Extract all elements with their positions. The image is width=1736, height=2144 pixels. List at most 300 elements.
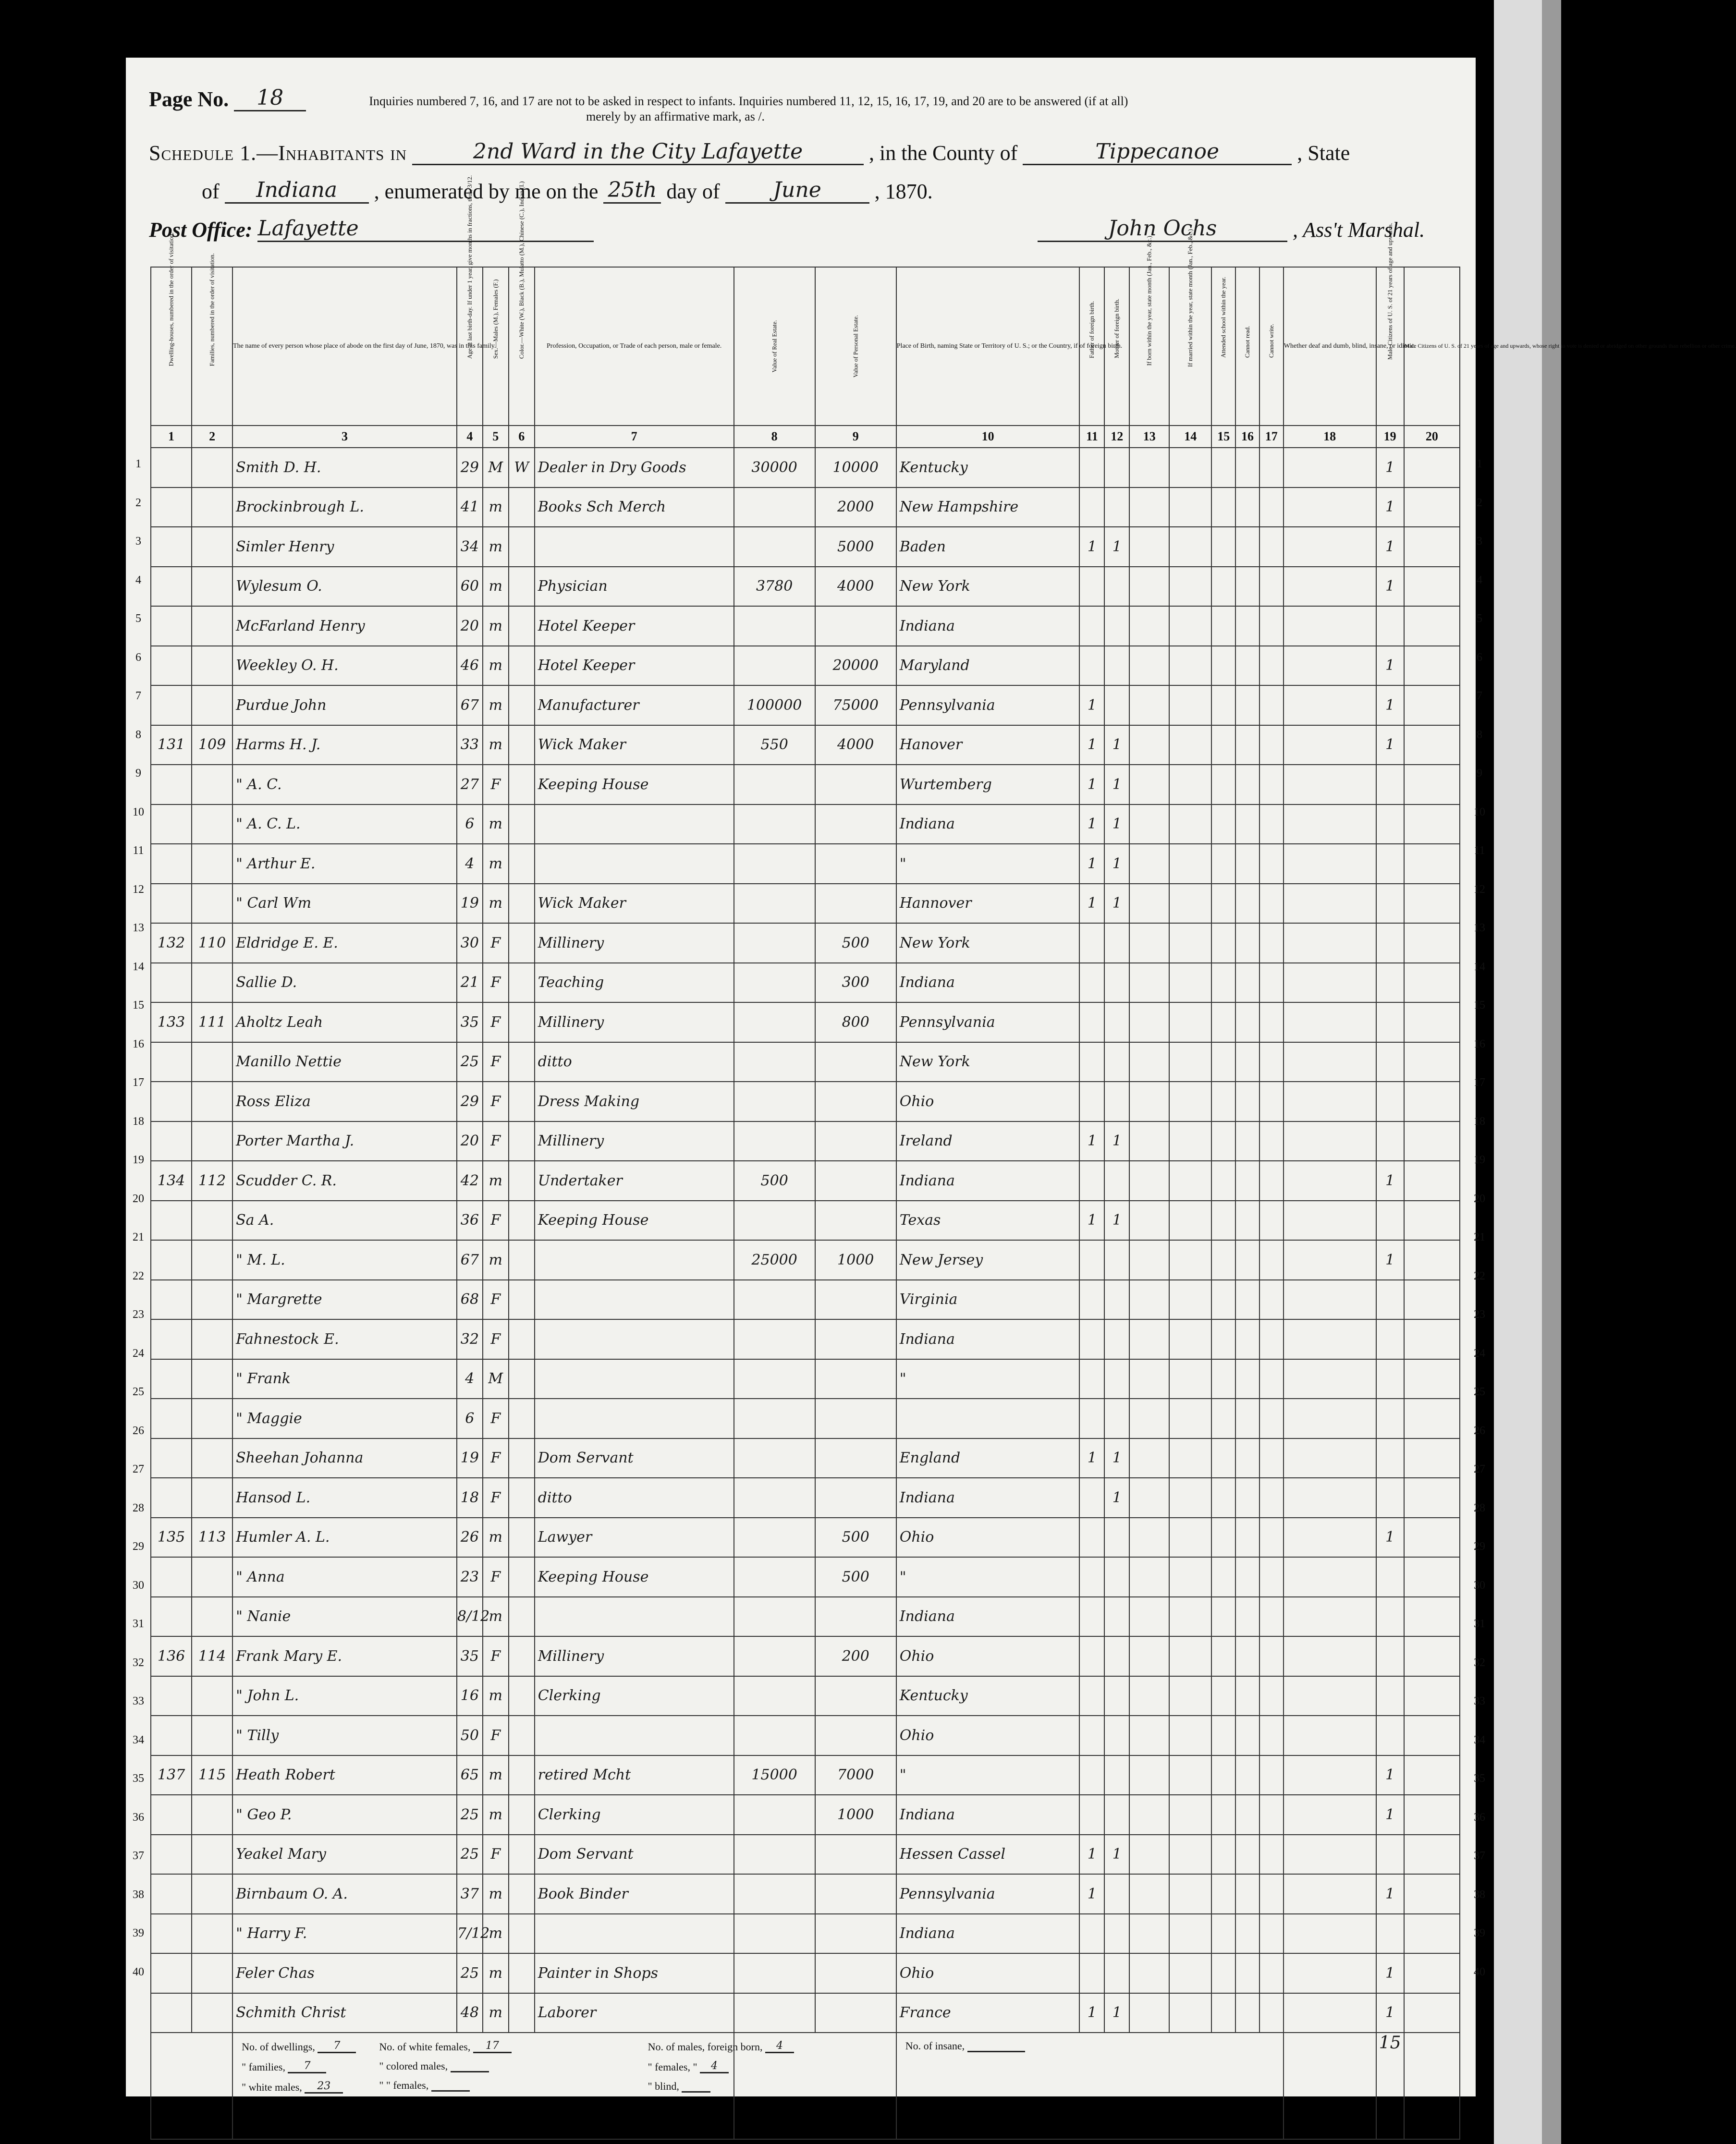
real-estate-value [734,1874,815,1914]
occupation: Dealer in Dry Goods [535,448,734,487]
male-citizen [1376,1478,1404,1518]
marshal-label: , Ass't Marshal. [1293,218,1425,242]
father-foreign: 1 [1079,1438,1104,1478]
col-school-header: Attended school within the year. [1211,267,1235,426]
married-year [1169,1636,1211,1676]
color [509,1478,535,1518]
person-name: Ross Eliza [232,1082,457,1121]
line-number-right: 23 [1474,1308,1485,1321]
line-number-right: 35 [1474,1772,1485,1785]
enumerated-label: , enumerated by me on the [374,180,599,203]
families-total: 7 [288,2060,326,2073]
personal-estate-value [815,1835,896,1875]
mother-foreign [1104,1280,1129,1320]
born-year [1129,963,1169,1003]
line-number-left: 33 [133,1695,144,1707]
dwelling-number [151,1874,192,1914]
married-year [1169,884,1211,924]
column-number: 4 [457,426,483,448]
person-name: Birnbaum O. A. [232,1874,457,1914]
person-name: Simler Henry [232,527,457,567]
person-name: " Tilly [232,1716,457,1755]
line-number-left: 21 [133,1231,144,1243]
married-year [1169,1795,1211,1835]
married-year [1169,1914,1211,1954]
school [1211,1835,1235,1875]
vote-denied [1404,1161,1460,1201]
birthplace: Indiana [896,1478,1080,1518]
school [1211,1359,1235,1399]
census-row [151,685,1460,725]
occupation: ditto [535,1478,734,1518]
age: 35 [457,1002,483,1042]
birthplace: Ohio [896,1082,1080,1121]
cannot-write [1259,963,1284,1003]
birthplace: " [896,1557,1080,1597]
person-name: Harms H. J. [232,725,457,765]
census-row [151,606,1460,646]
mother-foreign [1104,963,1129,1003]
mother-foreign [1104,1914,1129,1954]
census-row [151,1478,1460,1518]
married-year [1169,1161,1211,1201]
married-year [1169,765,1211,804]
column-number: 9 [815,426,896,448]
line-number-right: 34 [1474,1733,1485,1746]
male-citizen [1376,1002,1404,1042]
color [509,685,535,725]
line-number-right: 22 [1474,1269,1485,1282]
mother-foreign: 1 [1104,765,1129,804]
cannot-read [1235,725,1259,765]
born-year [1129,1201,1169,1241]
dwellings-total: 7 [318,2040,356,2053]
male-citizen: 1 [1376,1795,1404,1835]
male-citizen: 1 [1376,487,1404,527]
color [509,1597,535,1637]
occupation: Millinery [535,923,734,963]
school [1211,527,1235,567]
age: 25 [457,1795,483,1835]
occupation: Keeping House [535,1201,734,1241]
totals-foreign: No. of males, foreign born, 4 " females, " 4 " blind, [734,2033,896,2139]
cannot-write [1259,844,1284,884]
line-number-left: 11 [133,844,144,857]
disability [1284,1636,1376,1676]
school [1211,1557,1235,1597]
line-number-right: 4 [1477,573,1482,586]
sex: m [483,1874,509,1914]
born-year [1129,1636,1169,1676]
vote-denied [1404,685,1460,725]
post-office-label: Post Office: [149,218,253,242]
age: 20 [457,1121,483,1161]
birthplace: England [896,1438,1080,1478]
cannot-write [1259,1121,1284,1161]
census-row [151,448,1460,487]
column-number: 10 [896,426,1080,448]
real-estate-value: 3780 [734,567,815,607]
personal-estate-value: 7000 [815,1755,896,1795]
vote-denied [1404,804,1460,844]
person-name: " Maggie [232,1399,457,1438]
real-estate-value [734,1716,815,1755]
disability [1284,923,1376,963]
vote-denied [1404,1835,1460,1875]
instructions-line-1: Inquiries numbered 7, 16, and 17 are not to be asked in respect to infants. Inquiries numbered 11, 12, 15, 16, 17, 19, and 20 are to be answered (if at all) [369,94,1128,108]
school [1211,1478,1235,1518]
personal-estate-value: 1000 [815,1795,896,1835]
occupation: Clerking [535,1795,734,1835]
real-estate-value [734,1082,815,1121]
family-number [192,487,232,527]
family-number [192,804,232,844]
father-foreign [1079,1002,1104,1042]
male-citizen [1376,606,1404,646]
cannot-write [1259,606,1284,646]
disability [1284,725,1376,765]
disability [1284,685,1376,725]
color [509,1161,535,1201]
col-disability-header: Whether deaf and dumb, blind, insane, or idiotic. [1284,267,1376,426]
cannot-read [1235,1636,1259,1676]
real-estate-value [734,606,815,646]
dwelling-number: 132 [151,923,192,963]
person-name: Scudder C. R. [232,1161,457,1201]
personal-estate-value [815,1953,896,1993]
color [509,725,535,765]
sex: m [483,1953,509,1993]
disability [1284,1042,1376,1082]
school [1211,923,1235,963]
born-year [1129,1280,1169,1320]
born-year [1129,448,1169,487]
person-name: Sallie D. [232,963,457,1003]
married-year [1169,685,1211,725]
age: 4 [457,1359,483,1399]
mother-foreign [1104,646,1129,686]
col-cannot-write-header: Cannot write. [1259,267,1284,426]
birthplace: " [896,1755,1080,1795]
line-number-right: 36 [1474,1811,1485,1824]
personal-estate-value: 300 [815,963,896,1003]
vote-denied [1404,1042,1460,1082]
person-name: " Geo P. [232,1795,457,1835]
age: 29 [457,448,483,487]
mother-foreign: 1 [1104,844,1129,884]
person-name: Wylesum O. [232,567,457,607]
born-year [1129,844,1169,884]
census-row [151,1835,1460,1875]
col-born-year-header: If born within the year, state month (Jan., Feb., &c.) [1129,267,1169,426]
occupation: Lawyer [535,1518,734,1558]
dwelling-number [151,1082,192,1121]
family-number [192,685,232,725]
color [509,1319,535,1359]
person-name: Frank Mary E. [232,1636,457,1676]
male-citizen [1376,1082,1404,1121]
father-foreign [1079,1636,1104,1676]
birthplace: Indiana [896,1914,1080,1954]
census-row [151,646,1460,686]
male-citizen: 1 [1376,1755,1404,1795]
age: 50 [457,1716,483,1755]
school [1211,1240,1235,1280]
male-citizen: 1 [1376,1953,1404,1993]
cannot-write [1259,1359,1284,1399]
occupation: Book Binder [535,1874,734,1914]
cannot-read [1235,1042,1259,1082]
father-foreign [1079,1755,1104,1795]
born-year [1129,1914,1169,1954]
father-foreign: 1 [1079,844,1104,884]
dwelling-number [151,1280,192,1320]
line-number-right: 39 [1474,1927,1485,1939]
personal-estate-value: 20000 [815,646,896,686]
cannot-write [1259,1518,1284,1558]
sex: m [483,1161,509,1201]
birthplace: France [896,1993,1080,2033]
personal-estate-value: 1000 [815,1240,896,1280]
birthplace: Indiana [896,1795,1080,1835]
dwelling-number [151,1042,192,1082]
sex: F [483,1280,509,1320]
line-number-right: 27 [1474,1463,1485,1475]
birthplace: New Jersey [896,1240,1080,1280]
male-citizen [1376,1676,1404,1716]
age: 67 [457,685,483,725]
age: 26 [457,1518,483,1558]
sex: m [483,685,509,725]
census-row [151,1399,1460,1438]
line-number-left: 37 [133,1850,144,1862]
born-year [1129,1319,1169,1359]
born-year [1129,1121,1169,1161]
school [1211,1201,1235,1241]
line-number-left: 20 [133,1192,144,1205]
dwelling-number [151,527,192,567]
dwelling-number [151,844,192,884]
mother-foreign: 1 [1104,884,1129,924]
personal-estate-value: 75000 [815,685,896,725]
father-foreign [1079,1597,1104,1637]
married-year [1169,1597,1211,1637]
census-row [151,1359,1460,1399]
male-citizen [1376,1121,1404,1161]
family-number [192,1201,232,1241]
born-year [1129,1597,1169,1637]
school [1211,1399,1235,1438]
age: 8/12 [457,1597,483,1637]
color [509,1438,535,1478]
age: 4 [457,844,483,884]
sex: F [483,1319,509,1359]
male-citizen [1376,804,1404,844]
married-year [1169,1280,1211,1320]
occupation: Millinery [535,1002,734,1042]
person-name: Porter Martha J. [232,1121,457,1161]
sex: m [483,884,509,924]
family-number [192,1993,232,2033]
age: 27 [457,765,483,804]
real-estate-value: 25000 [734,1240,815,1280]
male-citizen: 1 [1376,725,1404,765]
personal-estate-value: 800 [815,1002,896,1042]
color [509,1042,535,1082]
col-mother-foreign-header: Mother of foreign birth. [1104,267,1129,426]
personal-estate-value [815,1874,896,1914]
born-year [1129,725,1169,765]
cannot-write [1259,527,1284,567]
disability [1284,1795,1376,1835]
married-year [1169,606,1211,646]
occupation [535,1359,734,1399]
birthplace: Baden [896,527,1080,567]
male-citizen: 1 [1376,1518,1404,1558]
real-estate-value [734,1557,815,1597]
column-number: 11 [1079,426,1104,448]
color [509,1716,535,1755]
color [509,646,535,686]
color [509,1874,535,1914]
disability [1284,1201,1376,1241]
personal-estate-value [815,1121,896,1161]
line-number-right: 1 [1477,458,1482,470]
born-year [1129,765,1169,804]
foreign-males-total: 4 [765,2040,794,2053]
census-row [151,1121,1460,1161]
married-year [1169,1755,1211,1795]
school [1211,1676,1235,1716]
vote-denied [1404,923,1460,963]
disability [1284,1478,1376,1518]
line-number-right: 13 [1474,922,1485,934]
real-estate-value [734,1438,815,1478]
white-males-total: 23 [305,2080,343,2094]
line-number-left: 26 [133,1424,144,1437]
mother-foreign [1104,567,1129,607]
personal-estate-value [815,884,896,924]
line-number-left: 10 [133,805,144,818]
born-year [1129,1438,1169,1478]
mother-foreign [1104,606,1129,646]
person-name: Purdue John [232,685,457,725]
age: 20 [457,606,483,646]
male-citizen [1376,1359,1404,1399]
born-year [1129,1518,1169,1558]
census-row [151,487,1460,527]
married-year [1169,448,1211,487]
birthplace: Hessen Cassel [896,1835,1080,1875]
disability [1284,1359,1376,1399]
family-number: 112 [192,1161,232,1201]
line-number-left: 7 [135,690,141,702]
male-citizen [1376,1557,1404,1597]
family-number [192,1438,232,1478]
real-estate-value [734,765,815,804]
mother-foreign [1104,1399,1129,1438]
dwelling-number [151,448,192,487]
sex: m [483,1676,509,1716]
person-name: Heath Robert [232,1755,457,1795]
state-value: Indiana [225,178,369,204]
line-number-right: 38 [1474,1888,1485,1901]
line-number-right: 24 [1474,1347,1485,1360]
mother-foreign [1104,1557,1129,1597]
line-number-left: 23 [133,1308,144,1321]
dwelling-number [151,1993,192,2033]
cannot-write [1259,448,1284,487]
real-estate-value [734,1993,815,2033]
column-number: 17 [1259,426,1284,448]
census-row [151,1597,1460,1637]
totals-insane: No. of insane, [896,2033,1284,2139]
school [1211,1002,1235,1042]
father-foreign [1079,1399,1104,1438]
line-number-right: 7 [1477,690,1482,702]
census-row [151,1042,1460,1082]
family-number [192,1953,232,1993]
sex: F [483,1399,509,1438]
occupation: Physician [535,567,734,607]
school [1211,1874,1235,1914]
male-citizen [1376,1835,1404,1875]
col-dwelling-header: Dwelling-houses, numbered in the order of visitation. [151,267,192,426]
dwelling-number [151,1201,192,1241]
birthplace: Kentucky [896,448,1080,487]
mother-foreign [1104,923,1129,963]
occupation [535,527,734,567]
age: 30 [457,923,483,963]
birthplace: Kentucky [896,1676,1080,1716]
vote-denied [1404,1240,1460,1280]
person-name: Weekley O. H. [232,646,457,686]
totals-row [151,2033,1460,2139]
dwelling-number: 131 [151,725,192,765]
day-value: 25th [603,178,661,204]
county-label: , in the County of [869,141,1018,165]
family-number [192,567,232,607]
sex: m [483,804,509,844]
col-cannot-read-header: Cannot read. [1235,267,1259,426]
column-number: 5 [483,426,509,448]
color [509,1557,535,1597]
disability [1284,606,1376,646]
real-estate-value [734,804,815,844]
sex: m [483,1914,509,1954]
person-name: McFarland Henry [232,606,457,646]
color [509,1082,535,1121]
sex: F [483,1438,509,1478]
disability [1284,1518,1376,1558]
age: 23 [457,1557,483,1597]
line-number-left: 35 [133,1772,144,1785]
person-name: Feler Chas [232,1953,457,1993]
personal-estate-value: 2000 [815,487,896,527]
col-real-estate-header: Value of Real Estate. [734,267,815,426]
father-foreign: 1 [1079,765,1104,804]
color [509,765,535,804]
cannot-read [1235,1914,1259,1954]
mother-foreign [1104,1636,1129,1676]
column-number: 15 [1211,426,1235,448]
dwelling-number [151,567,192,607]
age: 25 [457,1835,483,1875]
color [509,1240,535,1280]
sex: F [483,1082,509,1121]
cannot-write [1259,1319,1284,1359]
cannot-write [1259,1636,1284,1676]
